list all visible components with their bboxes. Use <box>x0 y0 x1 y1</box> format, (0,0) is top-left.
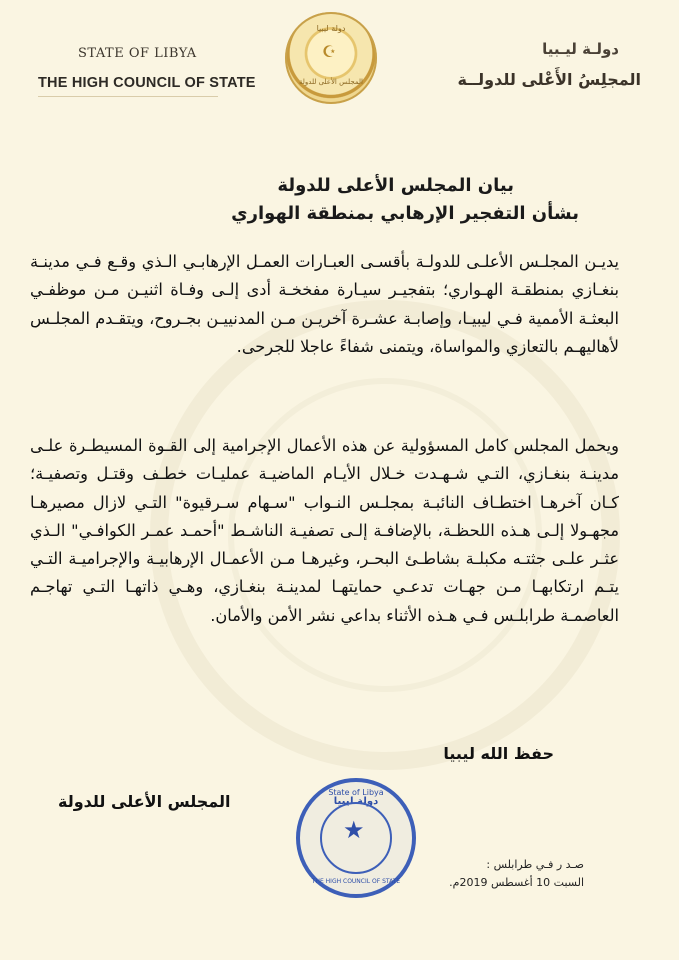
header-divider <box>38 96 218 97</box>
issued-date: السبت 10 أغسطس 2019م. <box>449 876 584 889</box>
logo-top-text: دولة ليبيا <box>316 24 346 33</box>
paragraph-responsibility: ويحمل المجلس كامل المسؤولية عن هذه الأعمال الإجرامية إلى القـوة المسيطـرة علـى مدينـة بنغـازي، التـي شـهـدت خـلال الأيـام الماضيـة عمليـات خطـف وقتـل وتصفيـة؛ كـان آخرهـا اختطـاف النائبـة بمجلـس النـواب "سـهام سـرقيوة" التـي لازال مصيرهـا مجهـولا إلـى هـذه اللحظـة، بالإضافـة إلـى تصفيـة الناشـط "أحمـد عمـر الكوافـي" الـذي عثـر علـى جثتـه مكبلـة بشاطـئ البحـر، وغيرهـا مـن الأعمـال الإرهابيـة والإجراميـة التـي يتـم ارتكابهـا مـن جهـات تدعـي حمايتهـا لمدينـة بنغـازي، وهـي ذاتهـا التـي تهاجـم العاصمـة طرابلـس فـي هـذه الأثناء بداعي نشر الأمن والأمان. <box>30 436 619 625</box>
stamp-ar-text: دولة ليبيا <box>333 796 379 807</box>
paragraph-condemnation: يديـن المجلـس الأعلـى للدولـة بأقسـى العبـارات العمـل الإرهابـي الـذي وقـع فـي مدينـة بنغـازي بمنطقـة الهـواري؛ بتفجيـر سيـارة مفخخـة أدى إلـى وفـاة اثنيـن مـن موظفـي البعثـة الأممية فـي ليبيـا، وإصابـة عشـرة آخريـن مـن المدنييـن بجـروح، ويتقـدم المجلـس لأهاليهـم بالتعازي والمواساة، ويتمنى شفاءً عاجلا للجرحى. <box>30 252 619 356</box>
star-icon: ★ <box>343 816 365 844</box>
signature: المجلس الأعلى للدولة <box>58 792 231 811</box>
council-logo <box>285 12 377 104</box>
official-stamp <box>296 778 416 898</box>
closing-phrase: حفظ الله ليبيا <box>443 744 554 763</box>
stamp-top-text: State of Libya <box>328 788 384 797</box>
header-state-ar: دولـة ليـبيا <box>542 40 619 58</box>
issued-place: صـد ر فـي طرابلس : <box>486 858 584 871</box>
stamp-bottom-text: THE HIGH COUNCIL OF STATE <box>311 878 401 885</box>
star-crescent-icon: ☪ <box>322 42 337 61</box>
header-council-ar: المجلِسُ الأَعْلى للدولــة <box>457 70 641 89</box>
statement-title: بيان المجلس الأعلى للدولة <box>277 175 514 196</box>
logo-bottom-text: المجلس الأعلى للدولة <box>299 78 363 86</box>
header-state-en: STATE OF LIBYA <box>78 46 197 61</box>
header-council-en: THE HIGH COUNCIL OF STATE <box>38 75 256 91</box>
statement-subtitle: بشأن التفجير الإرهابي بمنطقة الهواري <box>231 203 579 224</box>
